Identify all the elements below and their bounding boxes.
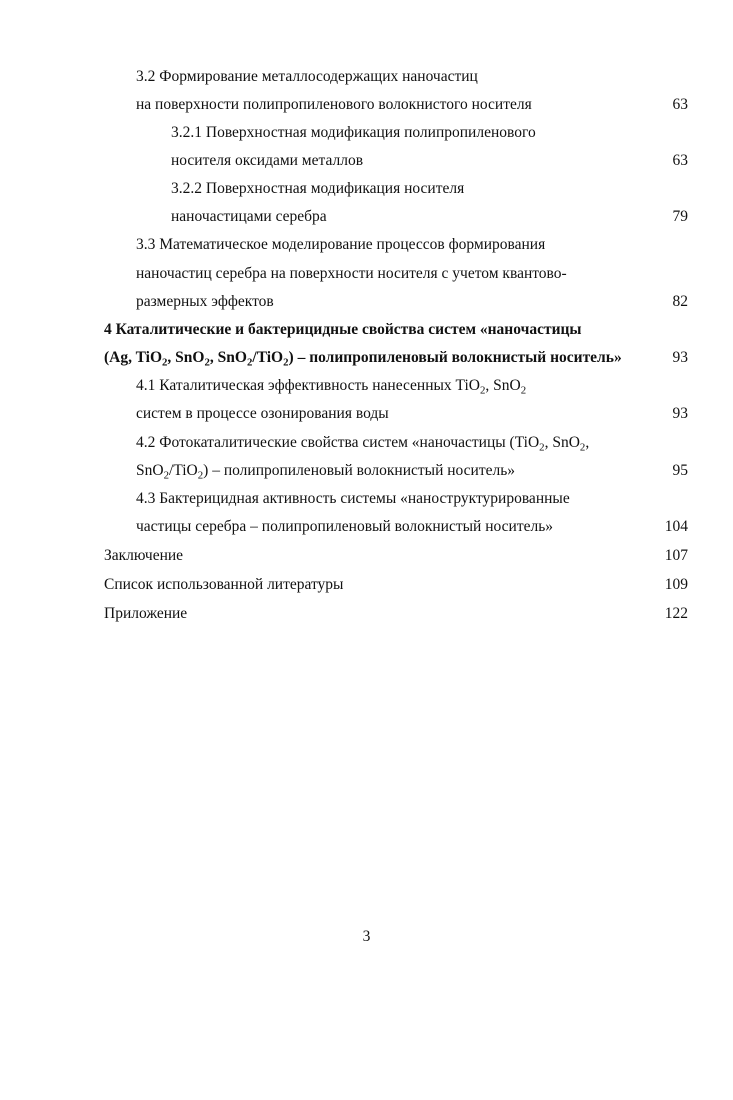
toc-3-3-line1: 3.3 Математическое моделирование процессов формирования: [136, 236, 546, 253]
toc-3-2-1-page: 63: [672, 152, 688, 169]
toc-4-1-page: 93: [672, 405, 688, 422]
toc-references-page: 109: [664, 576, 688, 593]
toc-3-3-line3: размерных эффектов: [136, 293, 274, 310]
toc-ch4-line1: 4 Каталитические и бактерицидные свойства систем «наночастицы: [104, 321, 582, 338]
toc-4-3-line2: частицы серебра – полипропиленовый волокнистый носитель»: [136, 518, 554, 535]
toc-ch4-line2: (Ag, TiO$_2$, SnO$_2$, SnO$_2$/TiO$_2$) – полипропиленовый волокнистый носитель»: [104, 349, 622, 369]
toc-3-2-2-line2: наночастицами серебра: [171, 208, 327, 225]
page-number: 3: [362, 928, 371, 945]
toc-3-2-page: 63: [672, 96, 688, 113]
toc-3-3-line2: наночастиц серебра на поверхности носителя с учетом квантово-: [136, 265, 567, 282]
toc-4-3-page: 104: [664, 518, 688, 535]
toc-4-2-page: 95: [672, 462, 688, 479]
toc-appendix: Приложение: [104, 605, 188, 622]
toc-4-2-line1: 4.2 Фотокаталитические свойства систем «наночастицы (TiO$_2$, SnO$_2$,: [136, 434, 590, 454]
toc-4-3-line1: 4.3 Бактерицидная активность системы «наноструктурированные: [136, 490, 570, 507]
toc-4-2-line2: SnO$_2$/TiO$_2$) – полипропиленовый волокнистый носитель»: [136, 462, 516, 482]
toc-conclusion-page: 107: [664, 547, 688, 564]
toc-appendix-page: 122: [664, 605, 688, 622]
toc-ch4-page: 93: [672, 349, 688, 366]
toc-3-2-line2: на поверхности полипропиленового волокнистого носителя: [136, 96, 532, 113]
toc-4-1-line2: систем в процессе озонирования воды: [136, 405, 389, 422]
toc-3-2-line1: 3.2 Формирование металлосодержащих наночастиц: [136, 68, 478, 85]
toc-3-2-1-line2: носителя оксидами металлов: [171, 152, 364, 169]
toc-3-2-2-line1: 3.2.2 Поверхностная модификация носителя: [171, 180, 465, 197]
toc-3-2-2-page: 79: [672, 208, 688, 225]
toc-conclusion: Заключение: [104, 547, 184, 564]
toc-3-3-page: 82: [672, 293, 688, 310]
toc-3-2-1-line1: 3.2.1 Поверхностная модификация полипропиленового: [171, 124, 536, 141]
toc-references: Список использованной литературы: [104, 576, 344, 593]
toc-4-1-line1: 4.1 Каталитическая эффективность нанесенных TiO$_2$, SnO$_2$: [136, 377, 527, 397]
